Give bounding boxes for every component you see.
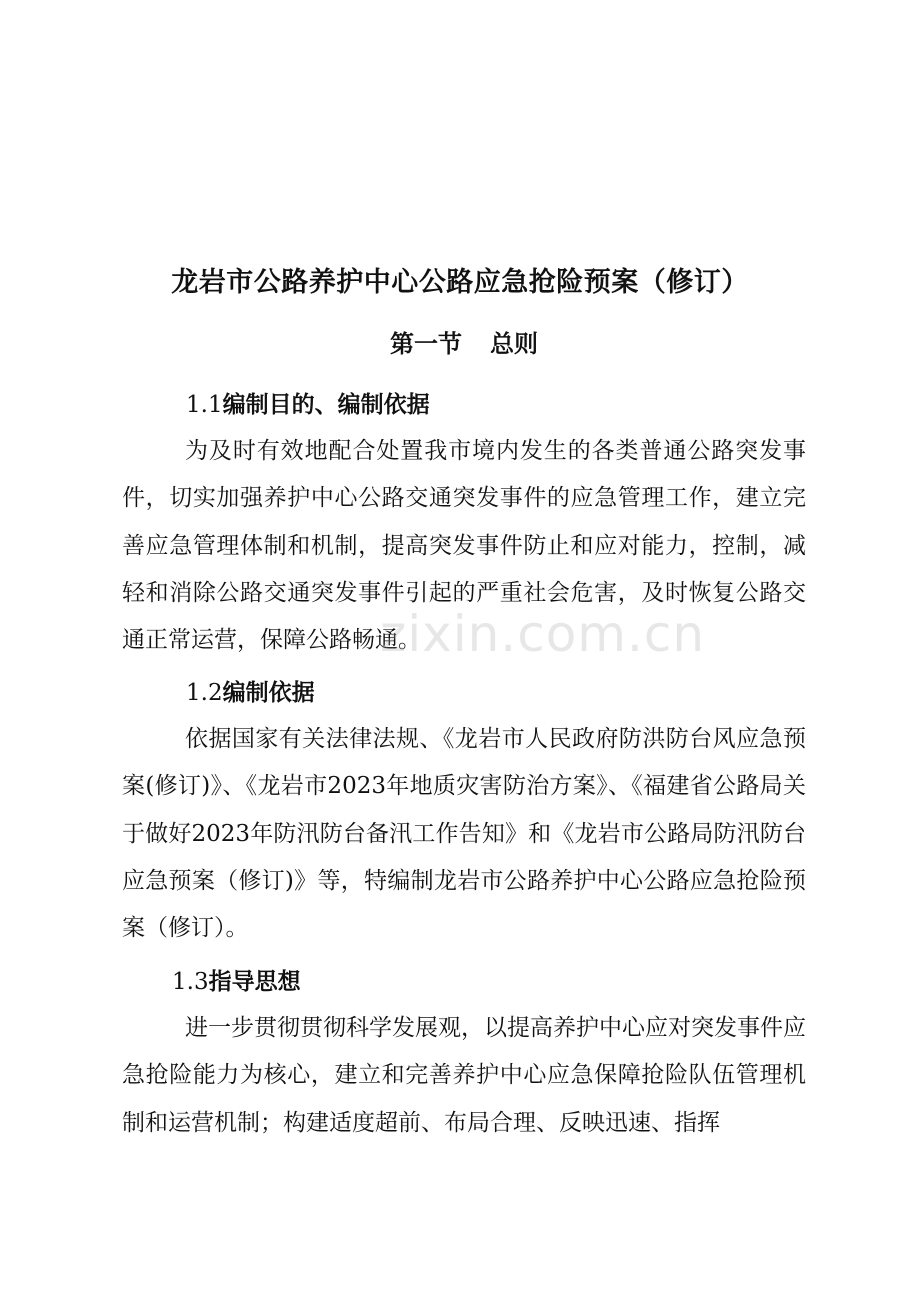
paragraph-purpose: 为及时有效地配合处置我市境内发生的各类普通公路突发事件，切实加强养护中心公路交通突发事件的应急管理工作，建立完善应急管理体制和机制，提高突发事件防止和应对能力，控制，减轻和消除公路交通突发事件引起的严重社会危害，及时恢复公路交通正常运营，保障公路畅通。 <box>122 438 806 654</box>
subsection-number: 1.3 <box>172 969 209 995</box>
subsection-number: 1.2 <box>186 680 223 706</box>
watermark: zixin.com.cn <box>380 605 706 663</box>
section-name: 总则 <box>490 330 538 358</box>
subsection-heading-text: 指导思想 <box>208 969 301 995</box>
section-title <box>0 324 920 364</box>
subsection-number: 1.1 <box>186 392 223 418</box>
section-label: 第一节 <box>390 330 462 358</box>
paragraph-basis: 依据国家有关法律法规、《龙岩市人民政府防洪防台风应急预案(修订)》、《龙岩市2023年地质灾害防治方案》、《福建省公路局关于做好2023年防汛防台备汛工作告知》和《龙岩市公路局防汛防台应急预案（修订)》等，特编制龙岩市公路养护中心公路应急抢险预案（修订）。 <box>122 726 806 942</box>
subsection-heading-1-1 <box>186 385 430 425</box>
paragraph-guiding-principle: 进一步贯彻贯彻科学发展观，以提高养护中心应对突发事件应急抢险能力为核心，建立和完善养护中心应急保障抢险队伍管理机制和运营机制；构建适度超前、布局合理、反映迅速、指挥 <box>122 1015 806 1136</box>
subsection-heading-1-2 <box>186 673 315 713</box>
subsection-heading-text: 编制依据 <box>222 680 315 706</box>
subsection-heading-1-3 <box>172 962 301 1002</box>
subsection-heading-text: 编制目的、编制依据 <box>222 392 430 418</box>
document-title: 龙岩市公路养护中心公路应急抢险预案（修订） <box>171 267 749 298</box>
